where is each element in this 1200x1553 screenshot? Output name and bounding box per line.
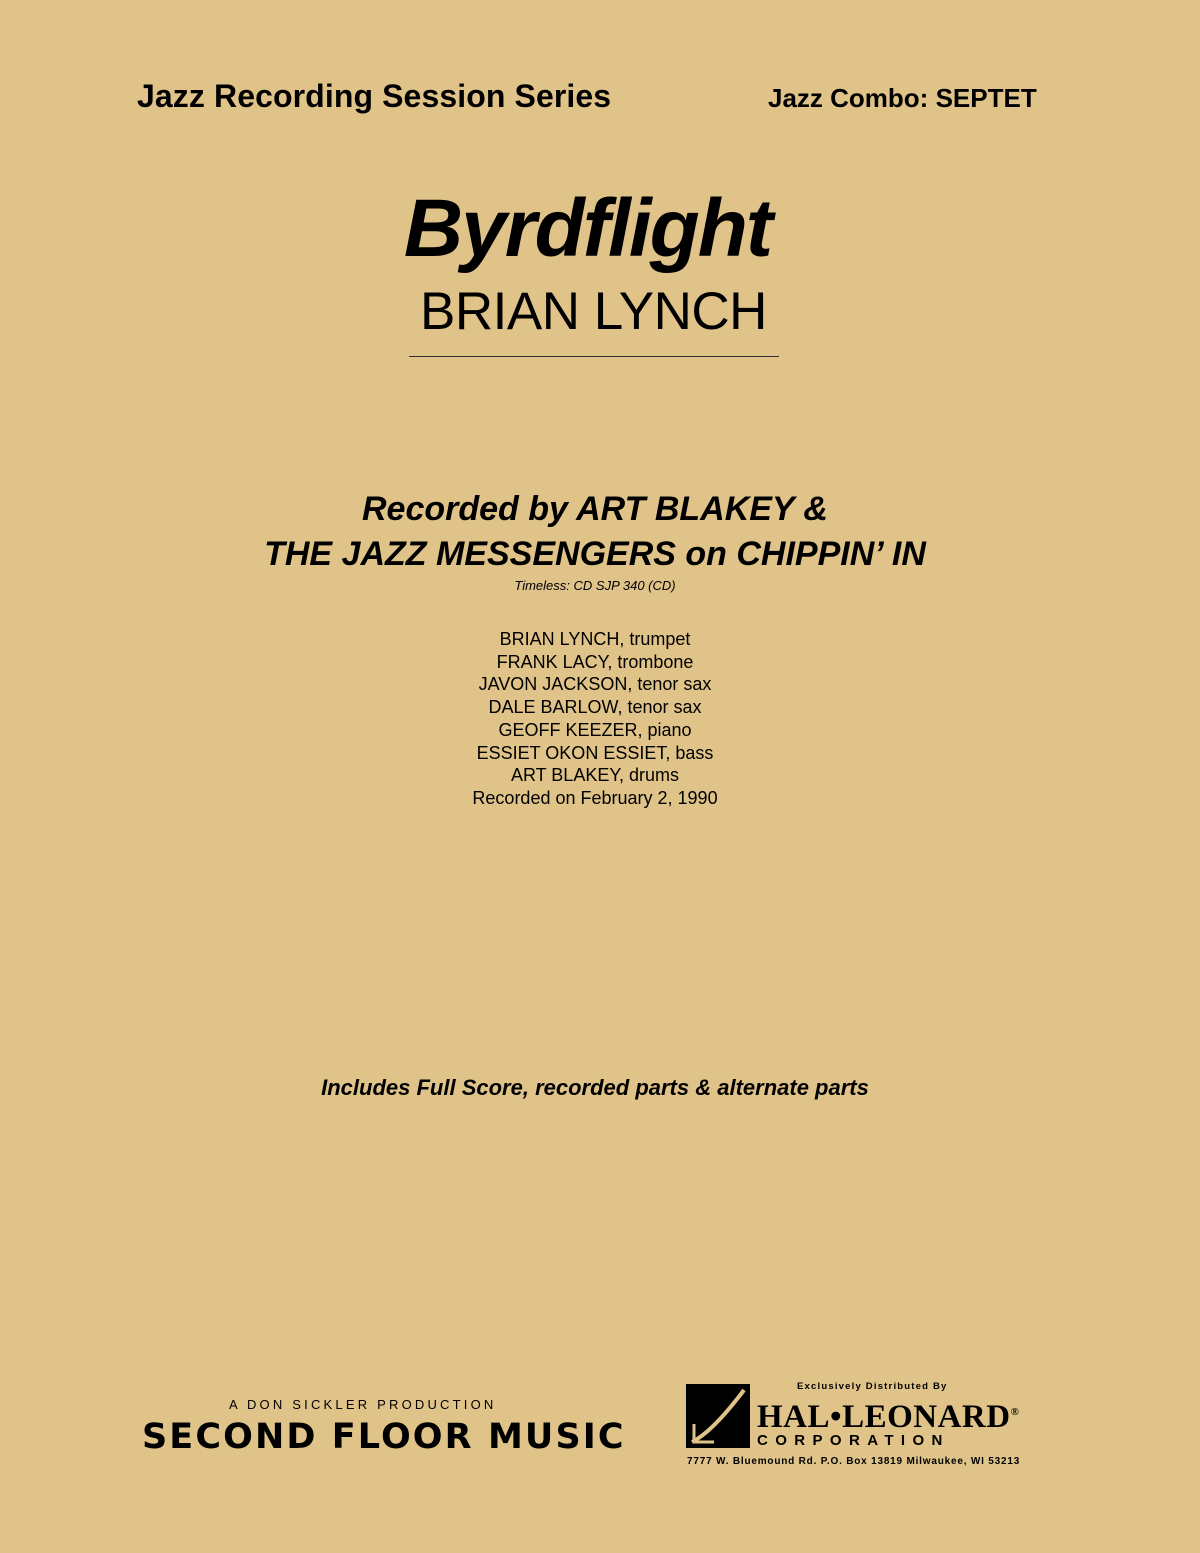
distributor-address: 7777 W. Bluemound Rd. P.O. Box 13819 Milwaukee, WI 53213 xyxy=(687,1456,1021,1467)
production-credit: A DON SICKLER PRODUCTION xyxy=(229,1397,497,1412)
publisher-name: SECOND FLOOR MUSIC xyxy=(142,1417,626,1457)
recording-line-2: THE JAZZ MESSENGERS on CHIPPIN’ IN xyxy=(264,535,926,573)
record-label: Timeless: CD SJP 340 (CD) xyxy=(514,578,676,593)
hal-leonard-logo-icon xyxy=(686,1384,750,1448)
series-title: Jazz Recording Session Series xyxy=(137,78,612,114)
personnel-item: ART BLAKEY, drums xyxy=(510,765,680,786)
title-divider xyxy=(409,356,779,357)
personnel-item: DALE BARLOW, tenor sax xyxy=(488,697,702,718)
personnel-item: ESSIET OKON ESSIET, bass xyxy=(476,742,714,763)
contents-note: Includes Full Score, recorded parts & alternate parts xyxy=(321,1075,869,1100)
distributor-name xyxy=(757,1399,1019,1436)
combo-type: Jazz Combo: SEPTET xyxy=(768,83,1037,113)
personnel-item: JAVON JACKSON, tenor sax xyxy=(478,674,712,695)
distributor-name-text: HAL•LEONARD xyxy=(757,1399,1011,1435)
distributor-label: Exclusively Distributed By xyxy=(797,1381,948,1392)
recording-line-1: Recorded by ART BLAKEY & xyxy=(361,490,828,528)
personnel-item: BRIAN LYNCH, trumpet xyxy=(499,629,691,649)
distributor-corporation: CORPORATION xyxy=(757,1432,950,1449)
recording-credit xyxy=(0,487,1190,577)
personnel-list xyxy=(0,628,1190,810)
recording-date: Recorded on February 2, 1990 xyxy=(472,787,718,808)
personnel-item: GEOFF KEEZER, piano xyxy=(498,719,692,740)
personnel-item: FRANK LACY, trombone xyxy=(496,651,694,672)
registered-mark: ® xyxy=(1010,1406,1020,1418)
page-title: Byrdflight xyxy=(403,183,772,274)
composer-name: BRIAN LYNCH xyxy=(420,282,767,341)
